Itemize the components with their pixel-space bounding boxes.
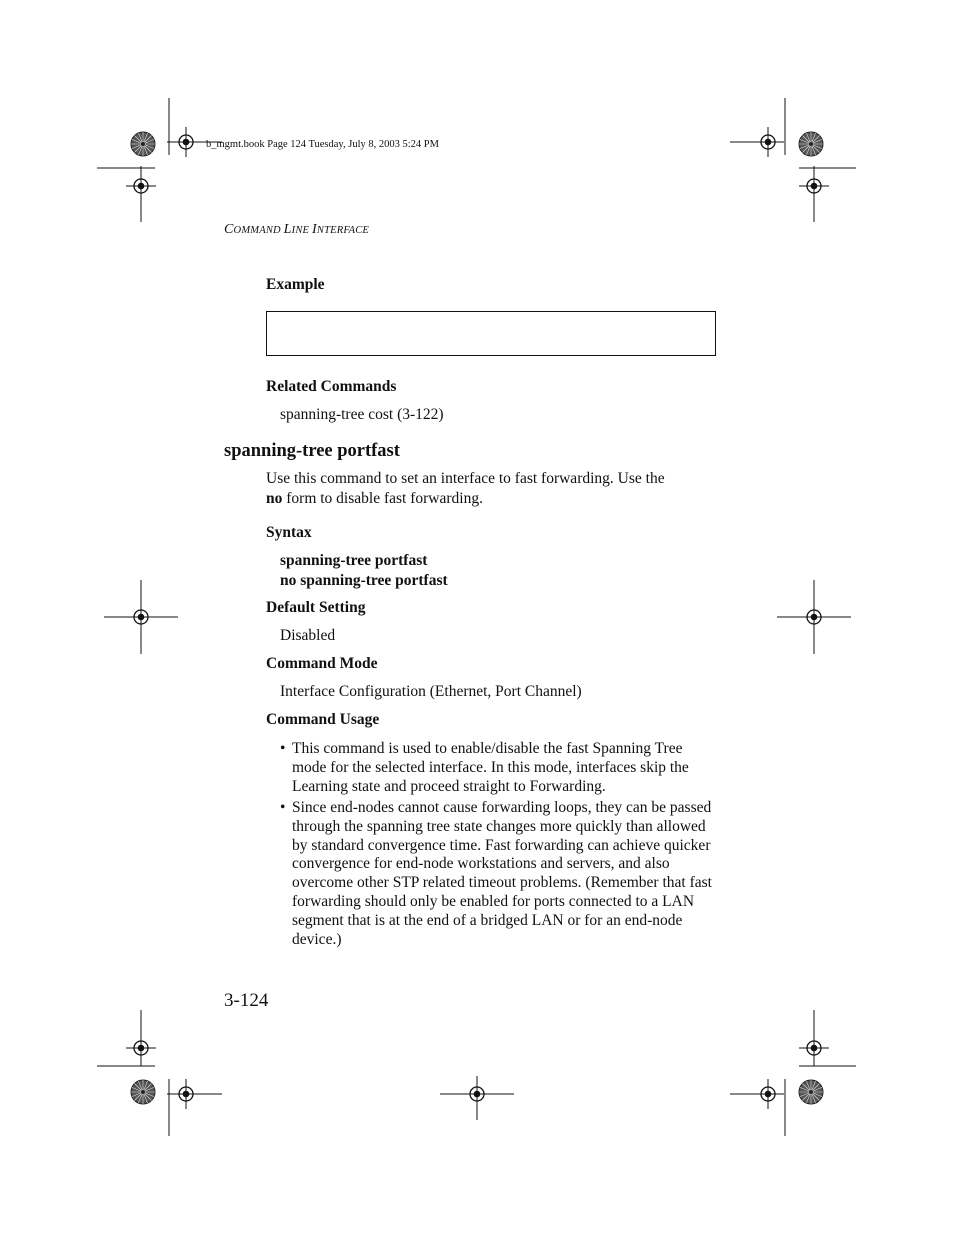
syntax-block — [280, 551, 448, 591]
description-no-keyword: no — [266, 490, 283, 507]
syntax-line-1: spanning-tree portfast — [280, 552, 428, 569]
description-line-2 — [266, 489, 726, 509]
bullet-dot: • — [280, 740, 286, 757]
usage-bullet-2 — [280, 799, 720, 949]
running-head-i1: I — [312, 222, 317, 237]
description-line-2-text: form to disable fast forwarding. — [282, 490, 483, 507]
running-head-l2: INE — [291, 225, 312, 236]
example-heading: Example — [266, 276, 325, 293]
running-head — [224, 222, 369, 238]
related-commands-heading: Related Commands — [266, 378, 397, 395]
running-head-c2: OMMAND — [233, 225, 284, 236]
syntax-line-2: no spanning-tree portfast — [280, 572, 448, 589]
bullet-dot: • — [280, 799, 286, 816]
example-code-box — [266, 311, 716, 356]
running-head-l1: L — [283, 222, 292, 237]
syntax-heading: Syntax — [266, 524, 312, 541]
command-title: spanning-tree portfast — [224, 441, 400, 461]
usage-bullet-1-text: This command is used to enable/disable the fast Spanning Tree mode for the selected interface. In this mode, interfaces skip the Learning state and proceed straight to Forwarding. — [292, 740, 689, 795]
command-usage-heading: Command Usage — [266, 711, 380, 728]
description-line-1: Use this command to set an interface to fast forwarding. Use the — [266, 470, 665, 487]
command-mode-value: Interface Configuration (Ethernet, Port Channel) — [280, 683, 582, 700]
command-description — [266, 469, 726, 509]
command-mode-heading: Command Mode — [266, 655, 378, 672]
running-head-i2: NTERFACE — [316, 225, 370, 236]
usage-bullet-1 — [280, 740, 720, 796]
page-number: 3-124 — [224, 990, 269, 1011]
related-commands-text: spanning-tree cost (3-122) — [280, 406, 444, 423]
file-slug: b_mgmt.book Page 124 Tuesday, July 8, 2003 5:24 PM — [206, 139, 439, 150]
default-setting-heading: Default Setting — [266, 599, 366, 616]
running-head-c1: C — [224, 222, 234, 237]
usage-bullet-2-text: Since end-nodes cannot cause forwarding loops, they can be passed through the spanning tree state changes more quickly than allowed by standard convergence time. Fast forwarding can achieve quicker convergence for end-node workstations and servers, and also overcome other STP related timeout problems. (Remember that fast forwarding should only be enabled for ports connected to a LAN segment that is at the end of a bridged LAN or for an end-node device.) — [292, 799, 712, 948]
default-setting-value: Disabled — [280, 627, 336, 644]
